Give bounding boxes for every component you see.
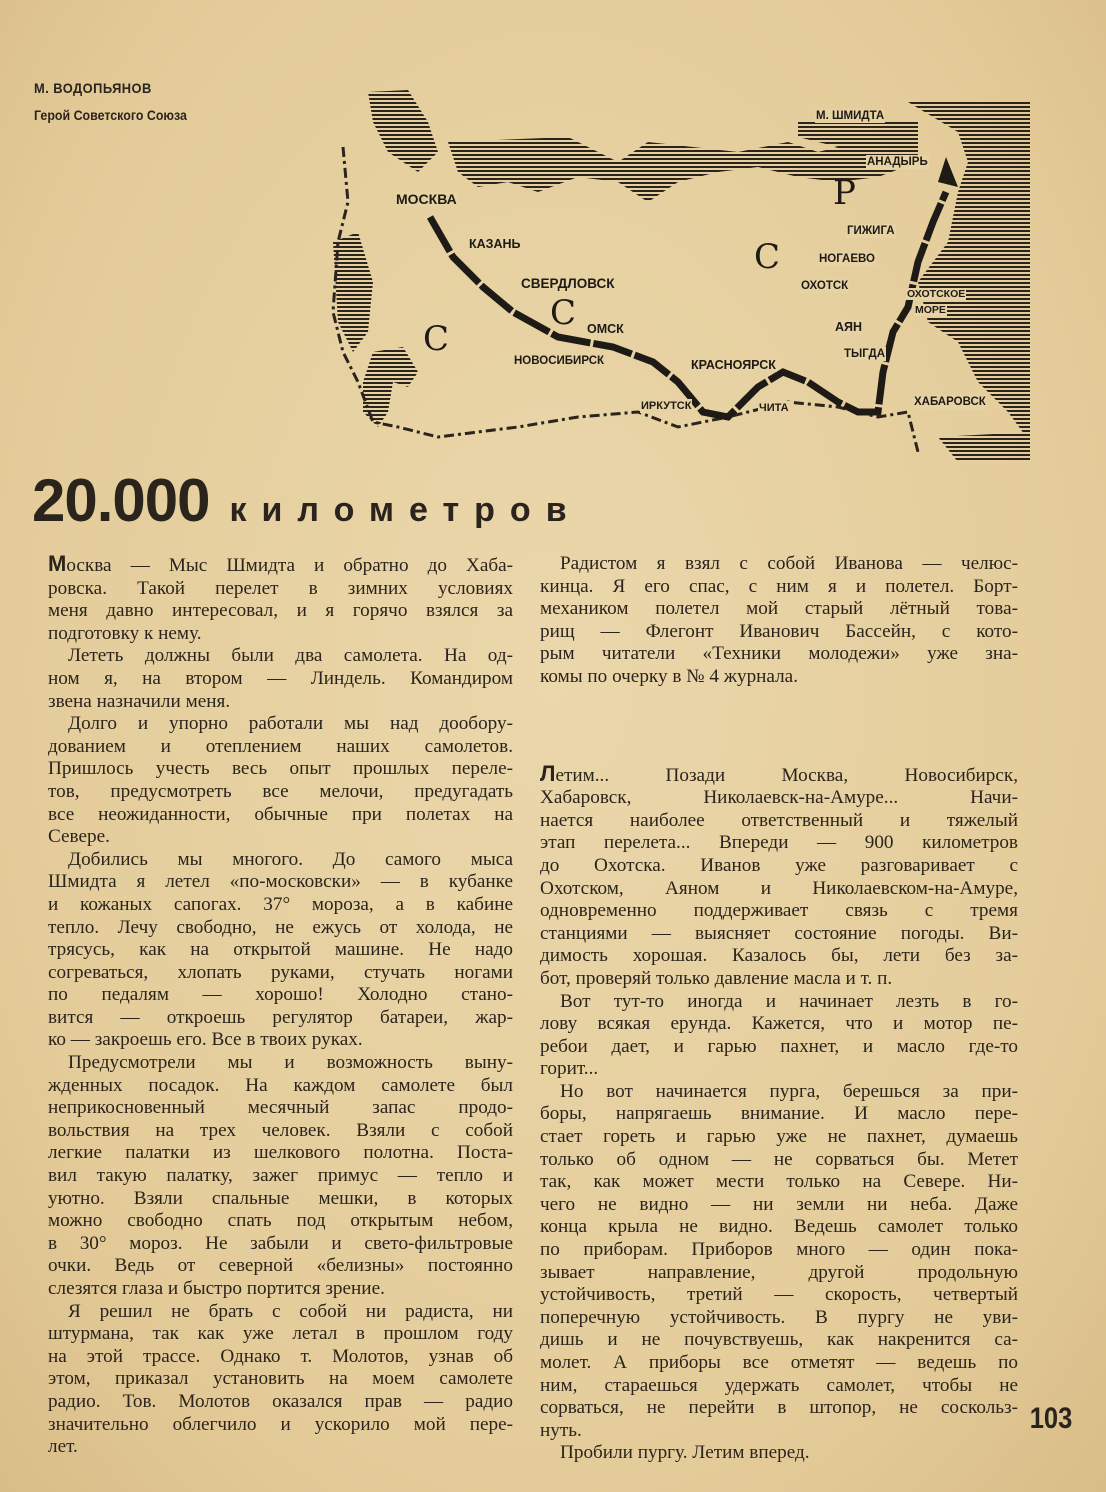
route-arrow-icon	[938, 157, 958, 187]
column-right-top	[540, 553, 1018, 689]
map-label-khabarovsk: ХАБАРОВСК	[914, 396, 986, 408]
map-label-gizhiga: ГИЖИГА	[847, 225, 895, 237]
map-label-nogaevo: НОГАЕВО	[819, 253, 875, 265]
text-line: так, как может мести только на Севере. Ни-	[540, 1171, 1018, 1193]
text-line: Предусмотрели мы и возможность выну-	[68, 1052, 513, 1074]
text-line: рищ — Флегонт Иванович Бассейн, с кото-	[540, 620, 1018, 642]
text-line: чего не видно — ни земли ни неба. Даже	[540, 1193, 1018, 1215]
text-line: станциями — выясняет состояние погоды. Ви-	[540, 922, 1018, 944]
map-label-kazan: КАЗАНЬ	[469, 237, 521, 251]
paragraph	[540, 553, 1018, 689]
text-line: кинца. Я его спас, с ним я и полетел. Борт-	[540, 575, 1018, 597]
text-line: вил такую палатку, зажег примус — тепло и	[48, 1165, 513, 1187]
text-line: Шмидта я летел «по-московски» — в кубанке	[48, 871, 513, 893]
text-line: устойчивость, третий — скорость, четвертый	[540, 1284, 1018, 1306]
map-label-irkutsk: ИРКУТСК	[641, 400, 692, 412]
paragraph	[540, 760, 1018, 991]
text-line: Я решил не брать с собой ни радиста, ни	[68, 1300, 513, 1322]
text-line: Пришлось учесть весь опыт прошлых переле-	[48, 758, 513, 780]
text-line: неприкосновенный месячный запас продо-	[48, 1097, 513, 1119]
paragraph	[540, 1442, 1018, 1465]
article-title	[32, 466, 582, 535]
paragraph	[48, 553, 513, 645]
text-line: очки. Ведь от северной «белизны» постоянно	[48, 1255, 513, 1277]
text-line: до Охотска. Иванов уже разговаривает с	[540, 854, 1018, 876]
paragraph	[48, 1052, 513, 1301]
text-line: рым читатели «Техники молодежи» уже зна-	[540, 643, 1018, 665]
text-line: по педалям — хорошо! Холодно стано-	[48, 984, 513, 1006]
title-word: километров	[229, 491, 582, 529]
text-line: Долго и упорно работали мы над дообору-	[68, 713, 513, 735]
map-label-okhotsk: ОХОТСК	[801, 280, 849, 292]
column-right	[540, 553, 1018, 1465]
text-line: ним, стараешься удержать самолет, чтобы не	[540, 1374, 1018, 1396]
text-line: сорваться, не перейти в штопор, не соскольз-	[540, 1397, 1018, 1419]
map-label-ayan: АЯН	[835, 320, 863, 334]
text-line: димость хорошая. Казалось бы, лети без за-	[540, 945, 1018, 967]
text-line: зывает направление, другой продольную	[540, 1261, 1018, 1283]
map-label-chita: ЧИТА	[759, 402, 789, 414]
text-line: можно свободно спать под открытым небом,	[48, 1210, 513, 1232]
text-line: Вот тут-то иногда и начинает лезть в го-	[560, 990, 1018, 1012]
map-label-krasnoyarsk: КРАСНОЯРСК	[691, 358, 776, 372]
map-label-sverdlovsk: СВЕРДЛОВСК	[521, 276, 615, 291]
text-line: жденных посадок. На каждом самолете был	[48, 1074, 513, 1096]
text-line: Севере.	[48, 826, 110, 848]
drop-cap: М	[48, 551, 67, 576]
text-line: тов, предусмотреть все мелочи, предугадать	[48, 780, 513, 802]
text-line	[540, 760, 1018, 788]
page-number: 103	[1029, 1402, 1073, 1435]
text-line: трясусь, как на открытой машине. Не надо	[48, 939, 513, 961]
paragraph	[540, 991, 1018, 1081]
text-line: ровска. Такой перелет в зимних условиях	[48, 577, 513, 599]
map-label-okhotsk-sea-1: ОХОТСКОЕ	[907, 288, 966, 300]
text-line: Добились мы многого. До самого мыса	[68, 848, 513, 870]
text-line: подготовку к нему.	[48, 622, 202, 644]
column-left	[48, 553, 513, 1459]
text-line: вольствия на трех человек. Взяли с собой	[48, 1119, 513, 1141]
column-gap	[540, 689, 1018, 763]
text-line: Лететь должны были два самолета. На од-	[68, 645, 513, 667]
text-line: одновременно поддерживает связь с тремя	[540, 900, 1018, 922]
text-line: нается наиболее ответственный и тяжелый	[540, 809, 1018, 831]
text-line: в 30° мороз. Не забыли и свето-фильтровые	[48, 1232, 513, 1254]
map-label-novosibirsk: НОВОСИБИРСК	[514, 355, 605, 367]
author-rank: Герой Советского Союза	[34, 108, 187, 123]
text-line: боры, напрягаешь внимание. И масло пере-	[540, 1103, 1018, 1125]
map-letter: С	[423, 319, 450, 359]
text-line: вится — откроешь регулятор батареи, жар-	[48, 1006, 513, 1028]
map-label-okhotsk-sea-2: МОРЕ	[915, 304, 946, 316]
text-line: радио. Тов. Молотов оказался прав — радио	[48, 1390, 513, 1412]
text-line: молет. А приборы все отметят — ведешь по	[540, 1352, 1018, 1373]
text-line: ном я, на втором — Линдель. Командиром	[48, 667, 513, 689]
text-line: лову всякая ерунда. Кажется, что и мотор пе-	[540, 1013, 1018, 1035]
text-line: меня давно интересовал, и я горячо взялся за	[48, 600, 513, 622]
map-letter: Р	[833, 173, 856, 213]
text-line: ко — закроешь его. Все в твоих руках.	[48, 1029, 363, 1051]
text-line: ребои дает, и гарью пахнет, и масло где-то	[540, 1035, 1018, 1057]
text-line: конца крыла не видно. Ведешь самолет только	[540, 1216, 1018, 1238]
paragraph	[540, 1081, 1018, 1443]
text-line: все неожиданности, обычные при полетах на	[48, 803, 513, 825]
text-line: значительно облегчило и ускорило мой пере-	[48, 1413, 513, 1435]
paragraph	[48, 713, 513, 849]
text-line: этом, приказал установить на моем самолете	[48, 1368, 513, 1390]
text-line: нуть.	[540, 1419, 582, 1441]
text-line	[48, 553, 513, 578]
text-line: тепло. Лечу свободно, не ежусь от холода, не	[48, 916, 513, 938]
text-line: согреваться, хлопать руками, стучать ногами	[48, 961, 513, 983]
text-line: Но вот начинается пурга, берешься за при-	[560, 1080, 1018, 1102]
map-label-omsk: ОМСК	[587, 322, 624, 336]
paragraph	[48, 1301, 513, 1459]
text-line: стает гореть и гарью уже не пахнет, думаешь	[540, 1126, 1018, 1148]
text-line: горит...	[540, 1058, 599, 1080]
text-line: звена назначили меня.	[48, 690, 231, 712]
text-line: штурмана, так как уже летал в прошлом году	[48, 1323, 513, 1345]
text-line: лет.	[48, 1436, 78, 1458]
text-line: этап перелета... Впереди — 900 километров	[540, 832, 1018, 854]
author-name: М. ВОДОПЬЯНОВ	[34, 80, 152, 96]
text-line-rest: осква — Мыс Шмидта и обратно до Хаба-	[66, 555, 513, 576]
text-line: механиком полетел мой старый лётный това-	[540, 598, 1018, 620]
text-line: по приборам. Приборов много — один пока-	[540, 1239, 1018, 1261]
map-label-tygda: ТЫГДА	[844, 348, 886, 360]
text-line: уютно. Взяли спальные мешки, в которых	[48, 1187, 513, 1209]
paragraph	[48, 849, 513, 1052]
text-line: дованием и отеплением наших самолетов.	[48, 735, 513, 757]
text-line: только об одном — не сорваться бы. Метет	[540, 1148, 1018, 1170]
map-label-anadyr: АНАДЫРЬ	[867, 156, 928, 168]
title-number: 20.000	[32, 467, 210, 534]
text-line: Охотском, Аяном и Николаевском-на-Амуре,	[540, 877, 1018, 899]
text-line: Хабаровск, Николаевск-на-Амуре... Начи-	[540, 787, 1018, 809]
text-line: бот, проверяй только давление масла и т. п.	[540, 967, 893, 989]
map-letter: С	[550, 293, 577, 333]
text-line: и кожаных сапогах. 37° мороза, а в кабине	[48, 893, 513, 915]
drop-cap: Л	[540, 760, 556, 786]
text-line: Пробили пургу. Летим вперед.	[560, 1442, 810, 1464]
text-line: поперечную устойчивость. В пургу не уви-	[540, 1306, 1018, 1328]
text-line-rest: етим... Позади Москва, Новосибирск,	[555, 764, 1018, 786]
paragraph	[48, 645, 513, 713]
text-line: комы по очерку в № 4 журнала.	[540, 665, 798, 687]
text-line: дишь и не почувствуешь, как накренится са-	[540, 1329, 1018, 1351]
map-label-cape-schmidt: М. ШМИДТА	[816, 110, 885, 122]
column-right-bottom	[540, 760, 1018, 1465]
map-letter: С	[754, 237, 781, 277]
map-label-moscow: МОСКВА	[396, 191, 457, 207]
route-map	[318, 82, 1030, 462]
text-line: Радистом я взял с собой Иванова — челюс-	[560, 553, 1018, 574]
text-line: на этой трассе. Однако т. Молотов, узнав об	[48, 1345, 513, 1367]
text-line: слезятся глаза и быстро портится зрение.	[48, 1278, 385, 1299]
text-line: легкие палатки из шелкового полотна. Поста-	[48, 1142, 513, 1164]
